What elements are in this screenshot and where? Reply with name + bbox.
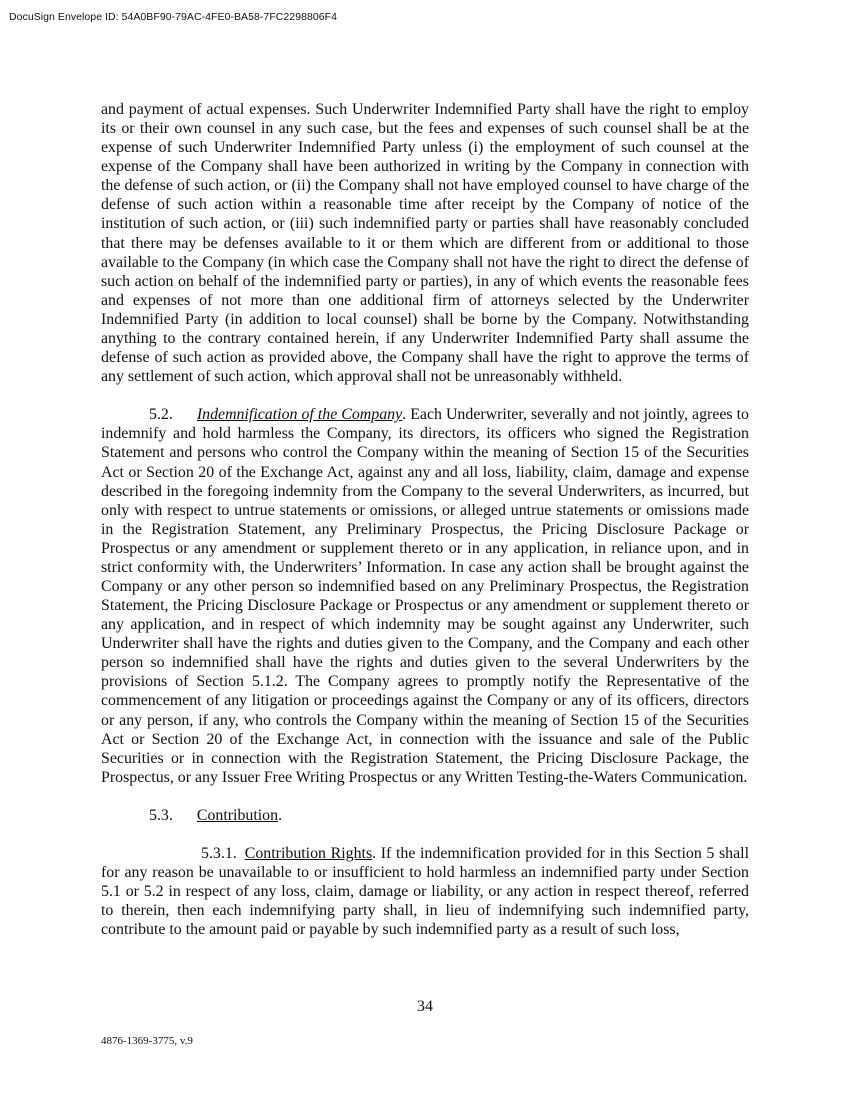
section-5-3-1-paragraph [101, 844, 749, 939]
section-5-3-number: 5.3. [149, 806, 173, 824]
section-5-2-heading-punct: . [402, 406, 407, 424]
section-5-3-1-text: If the indemnification provided for in this Section 5 shall for any reason be unavailable to or insufficient to hold harmless an indemnified party under Section 5.1 or 5.2 in respect of any loss, claim, damage or liability, or any action in respect thereof, referred to therein, then each indemnifying party shall, in lieu of indemnifying such indemnified party, contribute to the amount paid or payable by such indemnified party as a result of such loss, [101, 845, 749, 939]
section-5-3-heading-punct: . [278, 806, 283, 824]
section-5-2-paragraph [101, 405, 749, 787]
docusign-envelope-id: DocuSign Envelope ID: 54A0BF90-79AC-4FE0-BA58-7FC2298806F4 [9, 11, 337, 23]
continuation-paragraph: and payment of actual expenses. Such Underwriter Indemnified Party shall have the right to employ its or their own counsel in any such case, but the fees and expenses of such counsel shall be at the expense of such Underwriter Indemnified Party unless (i) the employment of such counsel at the expense of the Company shall have been authorized in writing by the Company in connection with the defense of such action, or (ii) the Company shall not have employed counsel to have charge of the defense of such action within a reasonable time after receipt by the Company of notice of the institution of such action, or (iii) such indemnified party or parties shall have reasonably concluded that there may be defenses available to it or them which are different from or additional to those available to the Company (in which case the Company shall not have the right to direct the defense of such action on behalf of the indemnified party or parties), in any of which events the reasonable fees and expenses of not more than one additional firm of attorneys selected by the Underwriter Indemnified Party (in addition to local counsel) shall be borne by the Company. Notwithstanding anything to the contrary contained herein, if any Underwriter Indemnified Party shall assume the defense of such action as provided above, the Company shall have the right to approve the terms of any settlement of such action, which approval shall not be unreasonably withheld. [101, 101, 749, 386]
section-5-3-heading: Contribution [196, 806, 279, 824]
page-number: 34 [417, 998, 433, 1015]
section-5-2-number: 5.2. [149, 406, 173, 424]
document-body [101, 100, 749, 939]
section-5-2-text: Each Underwriter, severally and not jointly, agrees to indemnify and hold harmless the Company, its directors, its officers who signed the Registration Statement and persons who control the Company within the meaning of Section 15 of the Securities Act or Section 20 of the Exchange Act, against any and all loss, liability, claim, damage and expense described in the foregoing indemnity from the Company to the several Underwriters, as incurred, but only with respect to untrue statements or omissions, or alleged untrue statements or omissions made in the Registration Statement, any Preliminary Prospectus, the Pricing Disclosure Package or Prospectus or any amendment or supplement thereto or in any application, in reliance upon, and in strict conformity with, the Underwriters’ Information. In case any action shall be brought against the Company or any other person so indemnified based on any Preliminary Prospectus, the Registration Statement, the Pricing Disclosure Package or Prospectus or any amendment or supplement thereto or any application, and in respect of which indemnity may be sought against any Underwriter, such Underwriter shall have the rights and duties given to the Company, and the Company and each other person so indemnified shall have the rights and duties given to the several Underwriters by the provisions of Section 5.1.2. The Company agrees to promptly notify the Representative of the commencement of any litigation or proceedings against the Company or any of its officers, directors or any person, if any, who controls the Company within the meaning of Section 15 of the Securities Act or Section 20 of the Exchange Act, in connection with the issuance and sale of the Public Securities or in connection with the Registration Statement, the Pricing Disclosure Package, the Prospectus, or any Issuer Free Writing Prospectus or any Written Testing-the-Waters Communication. [101, 406, 749, 786]
section-5-3-1-heading-punct: . [372, 845, 377, 863]
document-id: 4876-1369-3775, v.9 [101, 1035, 193, 1047]
section-5-2-heading: Indemnification of the Company [196, 406, 403, 424]
section-5-3-1-heading: Contribution Rights [244, 845, 373, 863]
section-5-3-heading-line [101, 806, 749, 825]
section-5-3-1-number: 5.3.1. [201, 845, 237, 863]
